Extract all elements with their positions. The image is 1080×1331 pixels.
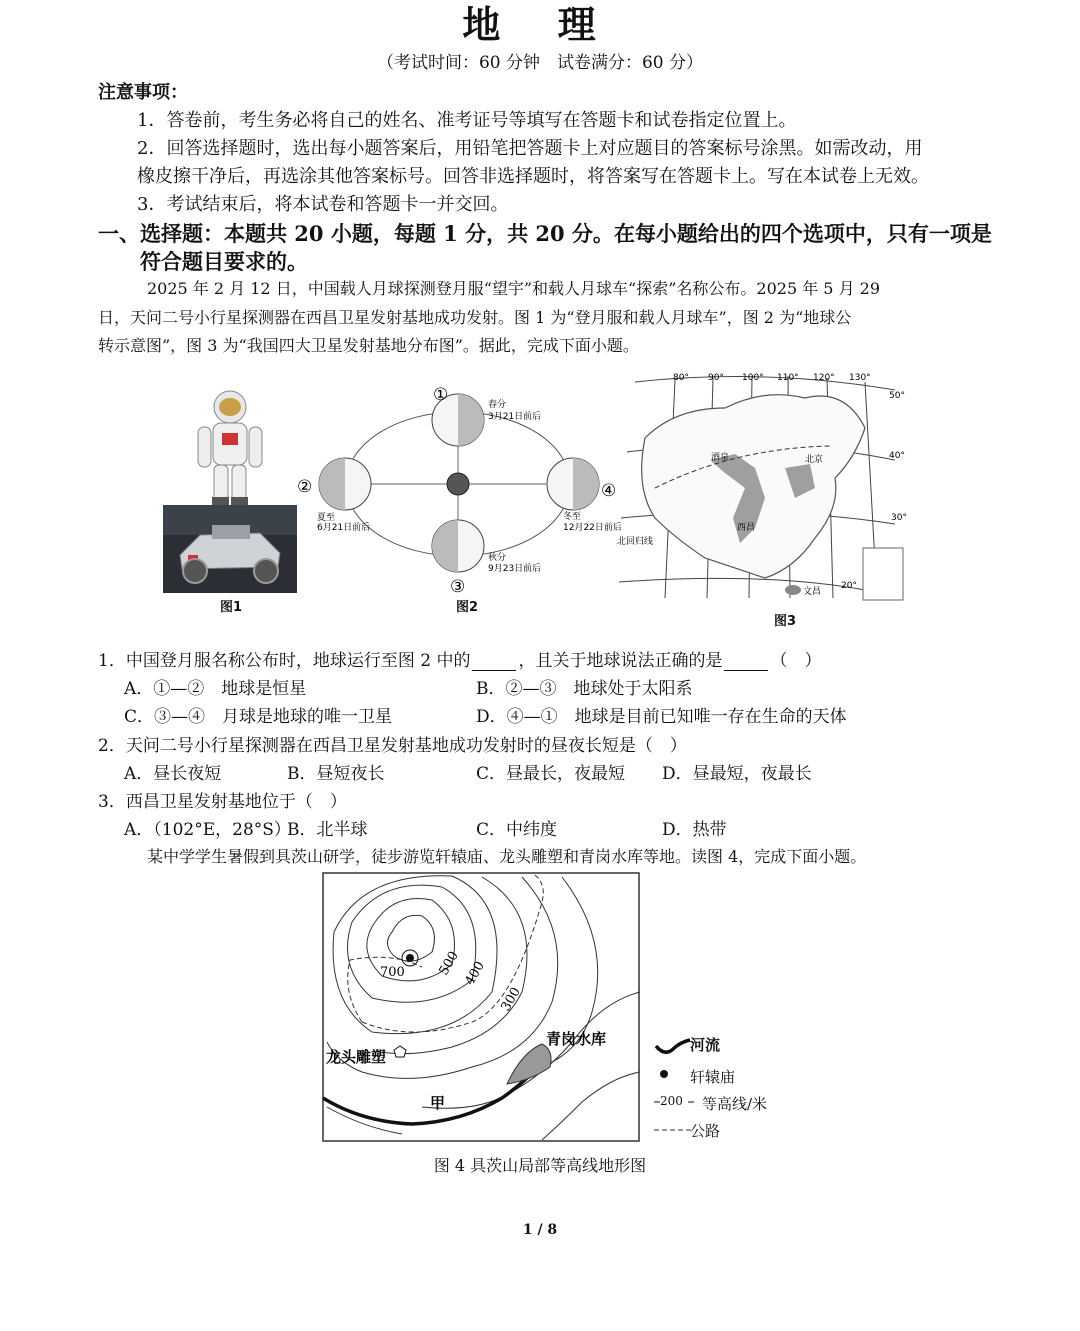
orbit-marker-1: ① [433, 385, 449, 405]
notice-item-3: 3．考试结束后，将本试卷和答题卡一并交回。 [137, 194, 509, 215]
lat-50: 50° [889, 391, 905, 401]
lon-80: 80° [673, 373, 689, 383]
section-heading-cont: 符合题目要求的。 [140, 249, 308, 274]
fig3-caption: 图3 [774, 614, 797, 629]
legend-temple-icon [660, 1070, 668, 1078]
intro-line-2: 日，天问二号小行星探测器在西昌卫星发射基地成功发射。图 1 为“登月服和载人月球车”，图 2 为“地球公 [98, 308, 852, 327]
city-jiuquan: 酒泉 [711, 453, 730, 463]
question-3: 3．西昌卫星发射基地位于（ ） [98, 792, 347, 812]
label-summer: 夏至 [317, 513, 336, 523]
lon-120: 120° [813, 373, 835, 383]
reservoir-label: 青岗水库 [546, 1030, 607, 1048]
notice-item-2: 2．回答选择题时，选出每小题答案后，用铅笔把答题卡上对应题目的答案标号涂黑。如需改动，用 [137, 138, 923, 159]
intro2-line: 某中学学生暑假到具茨山研学，徒步游览轩辕庙、龙头雕塑和青岗水库等地。读图 4，完成下面小题。 [147, 847, 867, 866]
lon-100: 100° [742, 373, 764, 383]
q3-option-a[interactable]: A．（102°E，28°S） [124, 820, 291, 840]
notice-item-1: 1．答卷前，考生务必将自己的姓名、准考证号等填写在答题卡和试卷指定位置上。 [137, 110, 797, 131]
q2-option-b[interactable]: B．昼短夜长 [287, 764, 385, 784]
legend-river: 河流 [690, 1036, 721, 1054]
legend-road: 公路 [690, 1122, 721, 1140]
city-beijing: 北京 [805, 455, 824, 465]
lon-90: 90° [708, 373, 724, 383]
notice-heading: 注意事项： [98, 82, 188, 103]
q1-option-a[interactable]: A．①—② 地球是恒星 [124, 679, 307, 699]
figure-3 [615, 368, 915, 608]
page-number: 1 / 8 [522, 1222, 558, 1238]
section-heading: 一、选择题：本题共 20 小题，每题 1 分，共 20 分。在每小题给出的四个选项中，只有一项是 [98, 221, 992, 246]
label-autumn-date: 9月23日前后 [488, 564, 542, 574]
label-summer-date: 6月21日前后 [317, 523, 371, 533]
q3-option-b[interactable]: B．北半球 [287, 820, 368, 840]
lunar-rover-image [163, 505, 297, 593]
fig4-caption: 图 4 具茨山局部等高线地形图 [433, 1156, 647, 1175]
fig1-caption: 图1 [220, 600, 243, 615]
q2-option-d[interactable]: D．昼最短，夜最长 [662, 764, 812, 784]
city-wenchang: 文昌 [803, 587, 822, 597]
notice-item-2-cont: 橡皮擦干净后，再选涂其他答案标号。回答非选择题时，将答案写在答题卡上。写在本试卷上无效。 [137, 166, 929, 187]
question-1 [98, 646, 821, 671]
q1-stem-c: （ ） [770, 651, 822, 671]
lat-30: 30° [891, 513, 907, 523]
q2-option-c[interactable]: C．昼最长，夜最短 [476, 764, 626, 784]
contour-400: 400 [462, 958, 488, 988]
q1-stem-a: 1．中国登月服名称公布时，地球运行至图 2 中的 [98, 651, 471, 671]
sculpture-label: 龙头雕塑 [326, 1048, 387, 1066]
sun-icon [447, 473, 469, 495]
orbit-marker-2: ② [297, 477, 313, 497]
q2-option-a[interactable]: A．昼长夜短 [124, 764, 222, 784]
figure-2 [295, 380, 625, 610]
lat-20: 20° [841, 581, 857, 591]
q3-option-c[interactable]: C．中纬度 [476, 820, 558, 840]
exam-subtitle: （考试时间：60 分钟 试卷满分：60 分） [376, 53, 704, 73]
intro-line-3: 转示意图”，图 3 为“我国四大卫星发射基地分布图”。据此，完成下面小题。 [98, 336, 639, 355]
lon-130: 130° [849, 373, 871, 383]
figure-4 [322, 872, 640, 1142]
question-2: 2．天问二号小行星探测器在西昌卫星发射基地成功发射时的昼夜长短是（ ） [98, 736, 687, 756]
legend-contour-number: 200 [660, 1094, 683, 1108]
temple-marker [406, 954, 414, 962]
legend-contour: 等高线/米 [702, 1095, 768, 1113]
earth-position-3 [432, 520, 484, 572]
intro-line-1: 2025 年 2 月 12 日，中国载人月球探测登月服“望宇”和载人月球车“探索”名称公布。2025 年 5 月 29 [147, 279, 881, 298]
q1-stem-b: ，且关于地球说法正确的是 [518, 651, 723, 671]
astronaut-image [198, 391, 262, 505]
label-autumn: 秋分 [488, 553, 507, 563]
contour-300: 300 [498, 984, 524, 1014]
jia-label: 甲 [430, 1094, 446, 1112]
q1-option-b[interactable]: B．②—③ 地球处于太阳系 [476, 679, 693, 699]
label-spring: 春分 [488, 400, 507, 410]
tropic-label: 北回归线 [617, 537, 654, 547]
q1-blank-2[interactable] [724, 654, 768, 671]
figure-1 [160, 385, 300, 615]
label-winter-date: 12月22日前后 [563, 523, 622, 533]
city-xichang: 西昌 [737, 523, 756, 533]
legend-river-icon [656, 1040, 690, 1052]
earth-position-2 [319, 458, 371, 510]
q1-option-d[interactable]: D．④—① 地球是目前已知唯一存在生命的天体 [476, 707, 847, 727]
lon-110: 110° [777, 373, 799, 383]
lat-40: 40° [889, 451, 905, 461]
legend-temple: 轩辕庙 [690, 1068, 736, 1086]
fig4-legend-symbols [654, 1034, 694, 1144]
contour-500: 500 [436, 948, 462, 978]
contour-700: 700 [380, 965, 405, 980]
q1-blank-1[interactable] [472, 654, 516, 671]
orbit-marker-3: ③ [450, 577, 466, 597]
label-winter: 冬至 [563, 512, 582, 522]
page-title: 地 理 [462, 2, 618, 47]
orbit-marker-4: ④ [601, 481, 617, 501]
fig2-caption: 图2 [456, 600, 479, 615]
q3-option-d[interactable]: D．热带 [662, 820, 727, 840]
earth-position-4 [547, 458, 599, 510]
label-spring-date: 3月21日前后 [488, 412, 542, 422]
q1-option-c[interactable]: C．③—④ 月球是地球的唯一卫星 [124, 707, 393, 727]
